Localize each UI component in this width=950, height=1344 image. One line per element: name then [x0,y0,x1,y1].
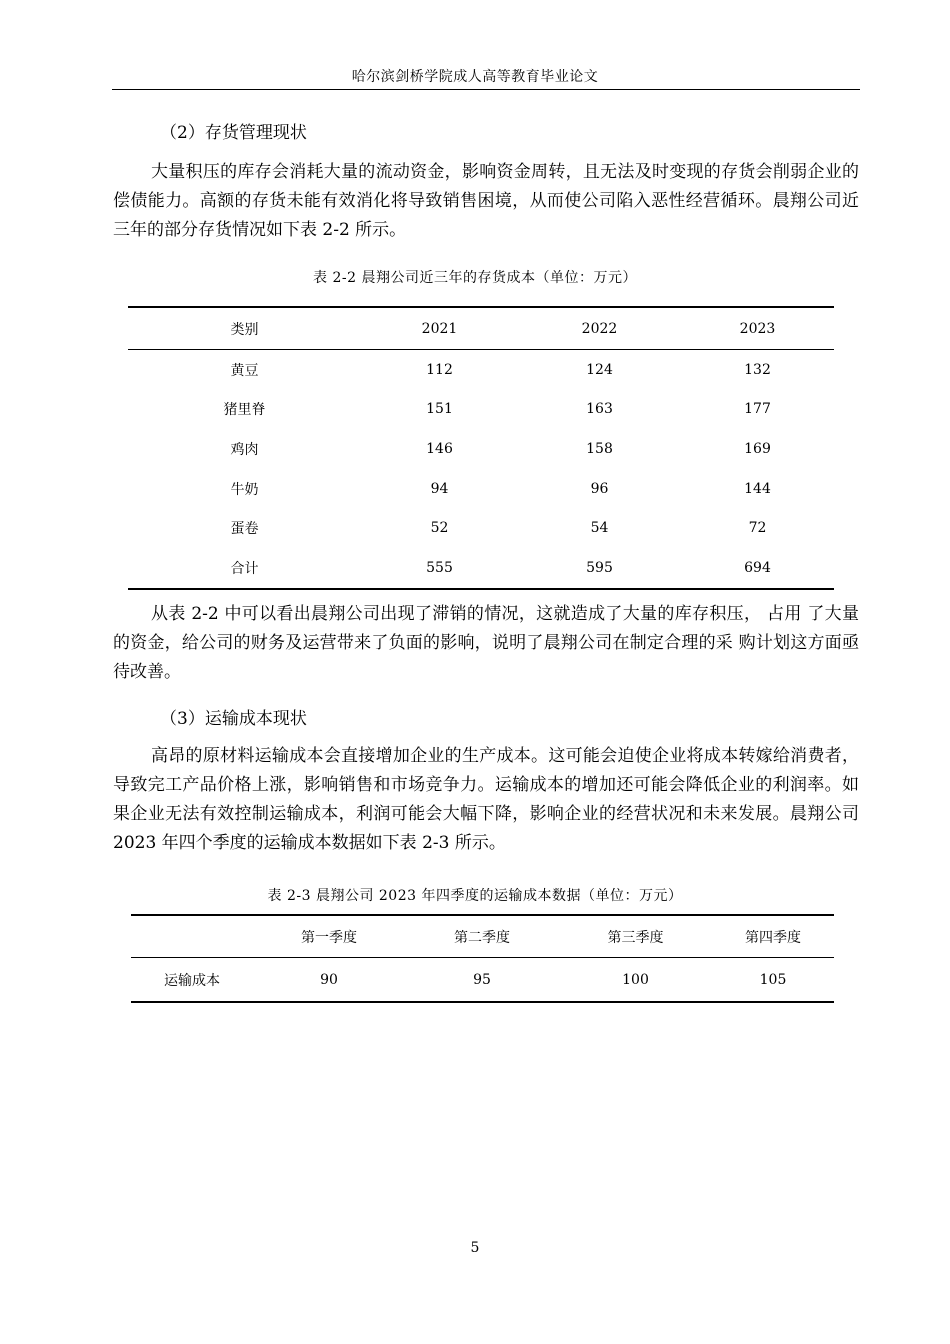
table-row [128,508,834,548]
table-cell: 黄豆 [230,362,259,379]
section-heading-transport: （3）运输成本现状 [160,709,307,729]
table-cell: 151 [426,401,453,418]
column-header: 第四季度 [712,915,834,958]
table-cell: 72 [748,520,767,537]
table-header-row [131,915,834,958]
column-header: 类别 [128,307,361,350]
table-cell: 124 [586,361,613,378]
page-number: 5 [470,1240,480,1256]
column-header: 第一季度 [253,915,405,958]
column-header: 2021 [361,307,518,350]
table-2-3-caption: 表 2-3 晨翔公司 2023 年四季度的运输成本数据（单位：万元） [267,888,683,904]
table-cell: 100 [622,971,649,988]
column-header: 第二季度 [405,915,559,958]
table-cell: 90 [320,971,338,988]
table-cell: 96 [590,480,609,497]
table-cell: 蛋卷 [230,521,259,538]
table-cell: 177 [744,401,771,418]
table-row [128,469,834,509]
table-total-row [128,548,834,589]
table-cell: 牛奶 [230,481,259,498]
table-cell: 合计 [230,560,259,577]
table-row [128,429,834,469]
table-cell: 猪里脊 [223,402,266,419]
table-analysis-paragraph: 从表 2-2 中可以看出晨翔公司出现了滞销的情况，这就造成了大量的库存积压， 占用 了大量的资金，给公司的财务及运营带来了负面的影响，说明了晨翔公司在制定合理的采 购计划这方面亟待改善。 [113,604,859,682]
header-divider [112,89,860,90]
section-heading-inventory: （2）存货管理现状 [160,123,307,143]
table-row [128,390,834,430]
inventory-paragraph: 大量积压的库存会消耗大量的流动资金，影响资金周转，且无法及时变现的存货会削弱企业的偿债能力。高额的存货未能有效消化将导致销售困境，从而使公司陷入恶性经营循环。晨翔公司近三年的部分存货情况如下表 2-2 所示。 [113,162,859,240]
column-header [131,915,253,958]
table-2-2-caption: 表 2-2 晨翔公司近三年的存货成本（单位：万元） [313,270,637,286]
table-cell: 132 [744,361,771,378]
table-cell: 52 [430,520,449,537]
table-cell: 144 [744,480,771,497]
inventory-cost-table [128,306,834,590]
column-header: 2022 [518,307,681,350]
table-cell: 95 [473,971,491,988]
table-row [128,350,834,390]
table-cell: 146 [426,440,453,457]
page-header-title: 哈尔滨剑桥学院成人高等教育毕业论文 [351,69,599,85]
table-cell: 555 [426,559,453,576]
table-cell: 运输成本 [164,972,220,989]
column-header: 2023 [681,307,834,350]
table-cell: 112 [426,361,453,378]
transport-paragraph: 高昂的原材料运输成本会直接增加企业的生产成本。这可能会迫使企业将成本转嫁给消费者，导致完工产品价格上涨，影响销售和市场竞争力。运输成本的增加还可能会降低企业的利润率。如果企业无法有效控制运输成本，利润可能会大幅下降，影响企业的经营状况和未来发展。晨翔公司 2023 年四个季度的运输成本数据如下表 2-3 所示。 [113,746,859,853]
table-header-row [128,307,834,350]
table-cell: 105 [759,971,787,988]
table-cell: 94 [430,480,449,497]
table-cell: 694 [744,559,771,576]
table-cell: 163 [586,401,613,418]
table-cell: 169 [744,440,771,457]
table-cell: 595 [586,559,613,576]
table-row [131,958,834,1003]
table-cell: 54 [590,520,609,537]
table-cell: 158 [586,440,613,457]
transport-cost-table [131,914,834,1003]
column-header: 第三季度 [559,915,712,958]
table-cell: 鸡肉 [230,441,259,458]
